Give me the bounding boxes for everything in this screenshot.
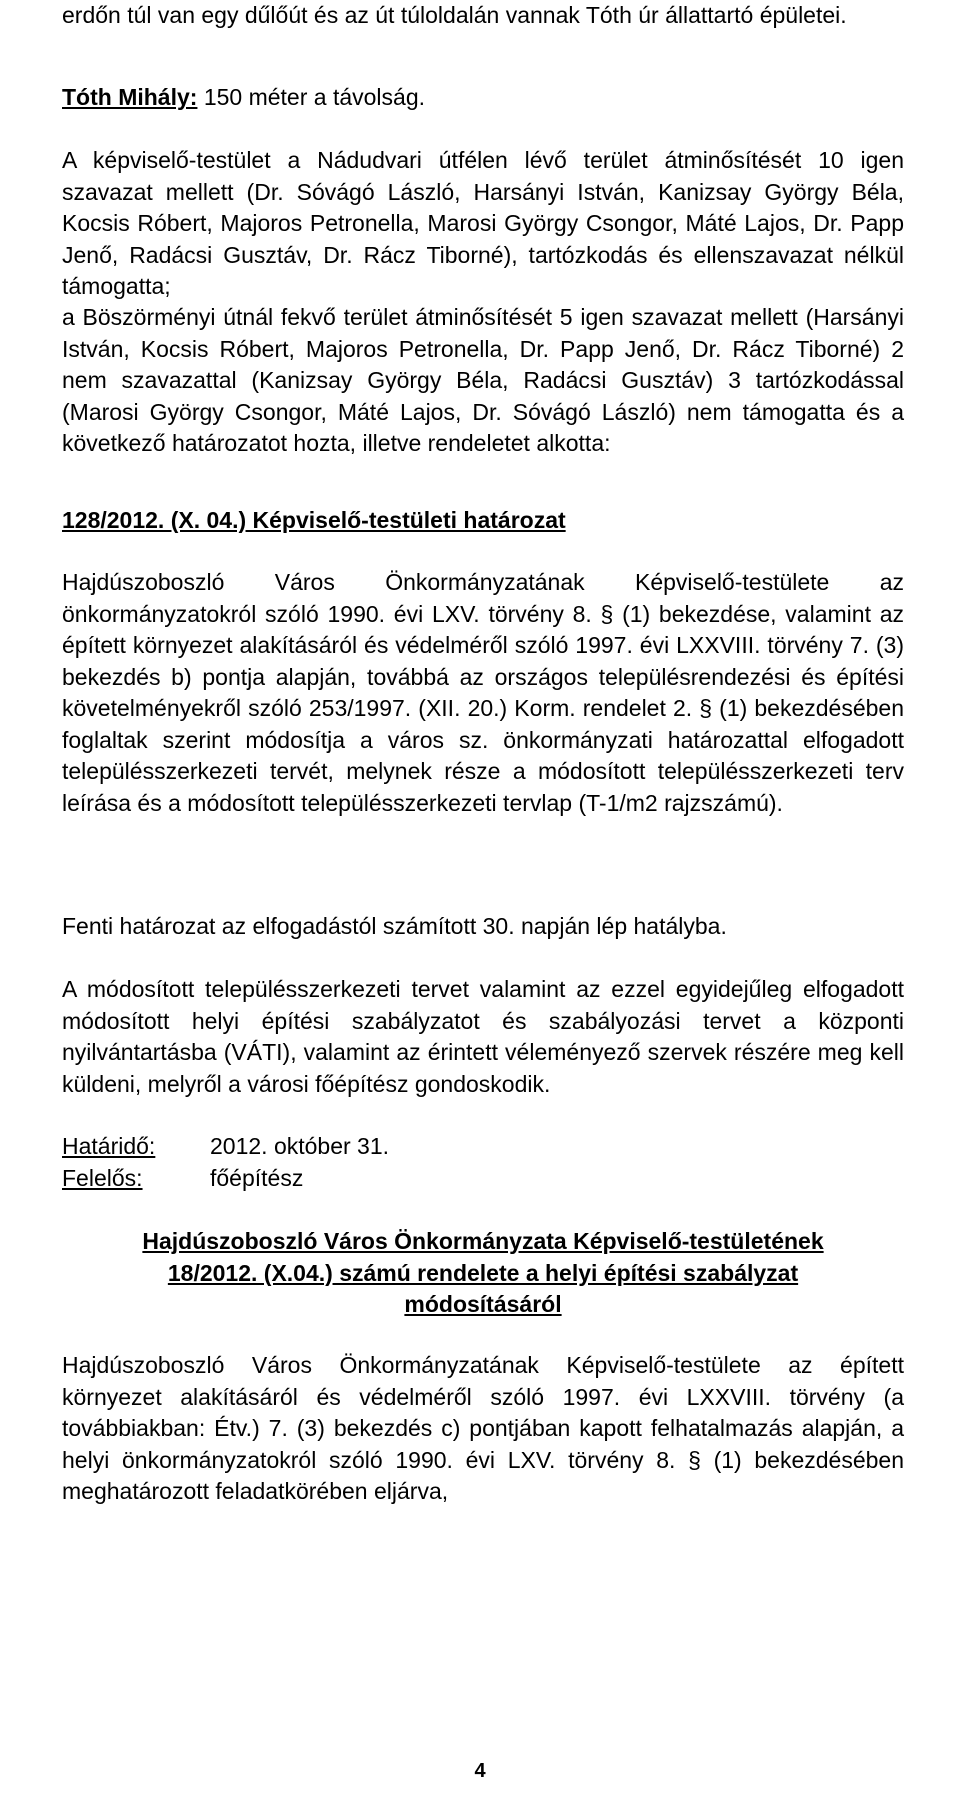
intro-paragraph: erdőn túl van egy dűlőút és az út túloldalán vannak Tóth úr állattartó épületei. xyxy=(62,2,847,28)
decree-body: Hajdúszoboszló Város Önkormányzatának Képviselő-testülete az épített környezet alakításáról és védelméről szóló 1997. évi LXXVIII. törvény (a továbbiakban: Étv.) 7. (3) bekezdés c) pontjában kapott felhatalmazás alapján, a helyi önkormányzatokról szóló 1990. évi LXV. törvény 8. § (1) bekezdésében meghatározott feladatkörében eljárva, xyxy=(62,1352,904,1504)
resolution-body: Hajdúszoboszló Város Önkormányzatának Képviselő-testülete az önkormányzatokról szóló 1990. évi LXV. törvény 8. § (1) bekezdése, valamint az épített környezet alakításáról és védelméről szóló 1997. évi LXXVIII. törvény 7. (3) bekezdés b) pontja alapján, továbbá az országos településrendezési és építési követelményekről szóló 253/1997. (XII. 20.) Korm. rendelet 2. § (1) bekezdésében foglaltak szerint módosítja a város sz. önkormányzati határozattal elfogadott településszerkezeti tervét, melynek része a módosított településszerkezeti terv leírása és a módosított településszerkezeti tervlap (T-1/m2 rajzszámú). xyxy=(62,569,904,816)
responsible-value: főépítész xyxy=(210,1164,304,1191)
speaker-text: 150 méter a távolság. xyxy=(197,84,426,110)
deadline-row xyxy=(62,1131,904,1163)
decree-title-line-1: Hajdúszoboszló Város Önkormányzata Képviselő-testületének xyxy=(142,1228,824,1254)
decree-title-line-2: 18/2012. (X.04.) számú rendelete a helyi építési szabályzat xyxy=(167,1259,799,1286)
responsible-label: Felelős: xyxy=(62,1164,143,1191)
resolution-title: 128/2012. (X. 04.) Képviselő-testületi határozat xyxy=(62,507,566,533)
responsible-row xyxy=(62,1163,904,1195)
vote-paragraph-2: a Böszörményi útnál fekvő terület átminősítését 5 igen szavazat mellett (Harsányi István, Kocsis Róbert, Majoros Petronella, Dr. Papp Jenő, Dr. Rácz Tiborné) 2 nem szavazattal (Kanizsay György Béla, Radácsi Gusztáv) 3 tartózkodással (Marosi György Csongor, Máté Lajos, Dr. Sóvágó László) nem támogatta és a következő határozatot hozta, illetve rendeletet alkotta: xyxy=(62,304,904,456)
effective-text: Fenti határozat az elfogadástól számított 30. napján lép hatályba. xyxy=(62,913,727,939)
speaker-label: Tóth Mihály: xyxy=(62,84,198,110)
signature-block xyxy=(62,1131,904,1194)
deadline-label: Határidő: xyxy=(62,1133,156,1159)
distribution-text: A módosított településszerkezeti tervet valamint az ezzel egyidejűleg elfogadott módosított helyi építési szabályzatot és szabályozási tervet a központi nyilvántartásba (VÁTI), valamint az érintett véleményező szervek részére meg kell küldeni, melyről a városi főépítész gondoskodik. xyxy=(62,976,904,1097)
vote-paragraph-1: A képviselő-testület a Nádudvari útfélen lévő terület átminősítését 10 igen szavazat mellett (Dr. Sóvágó László, Harsányi István, Kanizsay György Béla, Kocsis Róbert, Majoros Petronella, Marosi György Csongor, Máté Lajos, Dr. Papp Jenő, Radácsi Gusztáv, Dr. Rácz Tiborné), tartózkodás és ellenszavazat nélkül támogatta; xyxy=(62,147,904,299)
speaker-line xyxy=(62,82,904,114)
decree-title-line-3: módosításáról xyxy=(404,1291,562,1317)
page-number: 4 xyxy=(474,1760,486,1782)
deadline-value: 2012. október 31. xyxy=(210,1133,390,1159)
decree-title xyxy=(62,1226,904,1321)
